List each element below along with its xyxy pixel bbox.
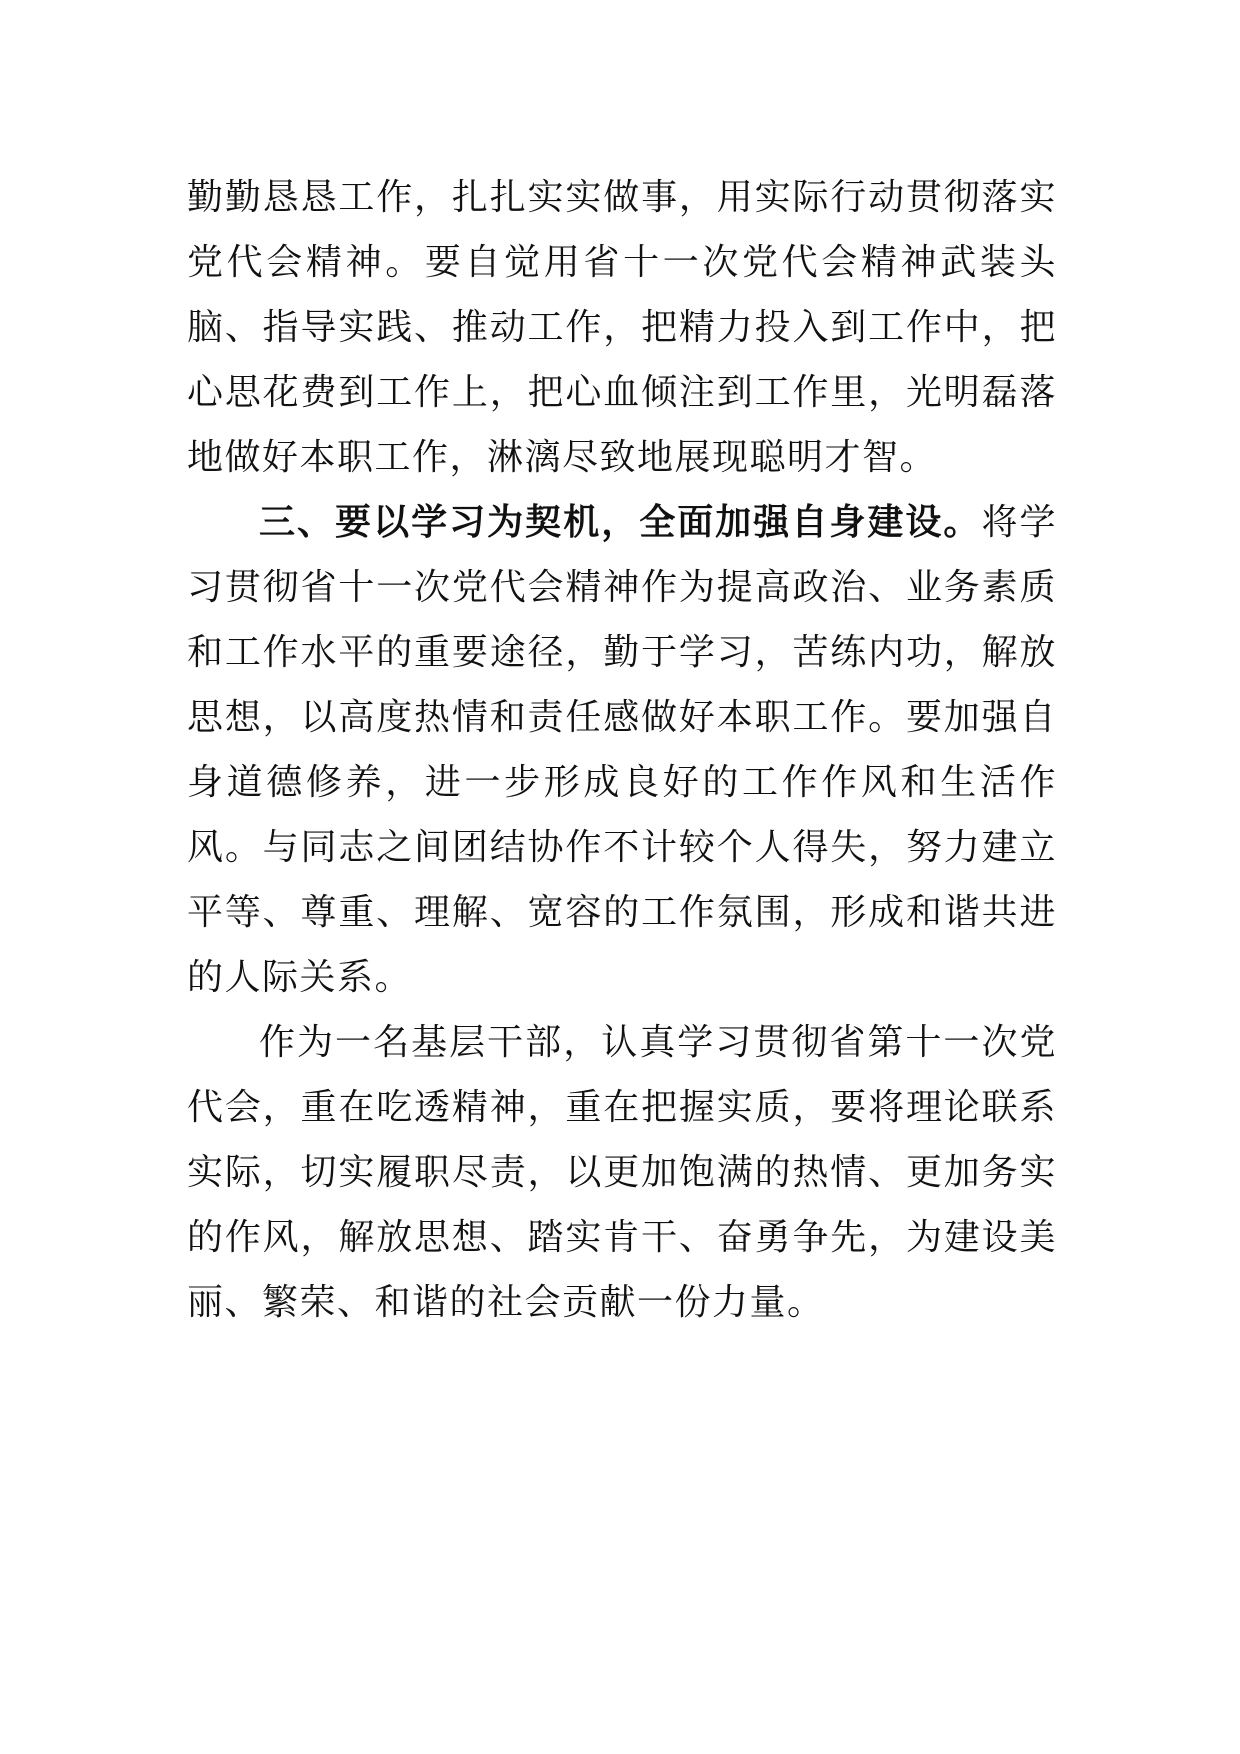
paragraph-text: 作为一名基层干部，认真学习贯彻省第十一次党代会，重在吃透精神，重在把握实质，要将理论联系实际，切实履职尽责，以更加饱满的热情、更加务实的作风，解放思想、踏实肯干、奋勇争先，为建设美丽、繁荣、和谐的社会贡献一份力量。 (187, 1022, 1057, 1323)
section-heading: 三、要以学习为契机，全面加强自身建设。 (259, 502, 982, 543)
paragraph-text: 将学习贯彻省十一次党代会精神作为提高政治、业务素质和工作水平的重要途径，勤于学习，苦练内功，解放思想，以高度热情和责任感做好本职工作。要加强自身道德修养，进一步形成良好的工作作风和生活作风。与同志之间团结协作不计较个人得失，努力建立平等、尊重、理解、宽容的工作氛围，形成和谐共进的人际关系。 (187, 502, 1057, 998)
paragraph-conclusion (187, 1010, 1057, 1335)
paragraph-text: 勤勤恳恳工作，扎扎实实做事，用实际行动贯彻落实党代会精神。要自觉用省十一次党代会精神武装头脑、指导实践、推动工作，把精力投入到工作中，把心思花费到工作上，把心血倾注到工作里，光明磊落地做好本职工作，淋漓尽致地展现聪明才智。 (187, 177, 1057, 478)
paragraph-continuation (187, 165, 1057, 490)
document-body (187, 165, 1057, 1335)
paragraph-section-three (187, 490, 1057, 1010)
